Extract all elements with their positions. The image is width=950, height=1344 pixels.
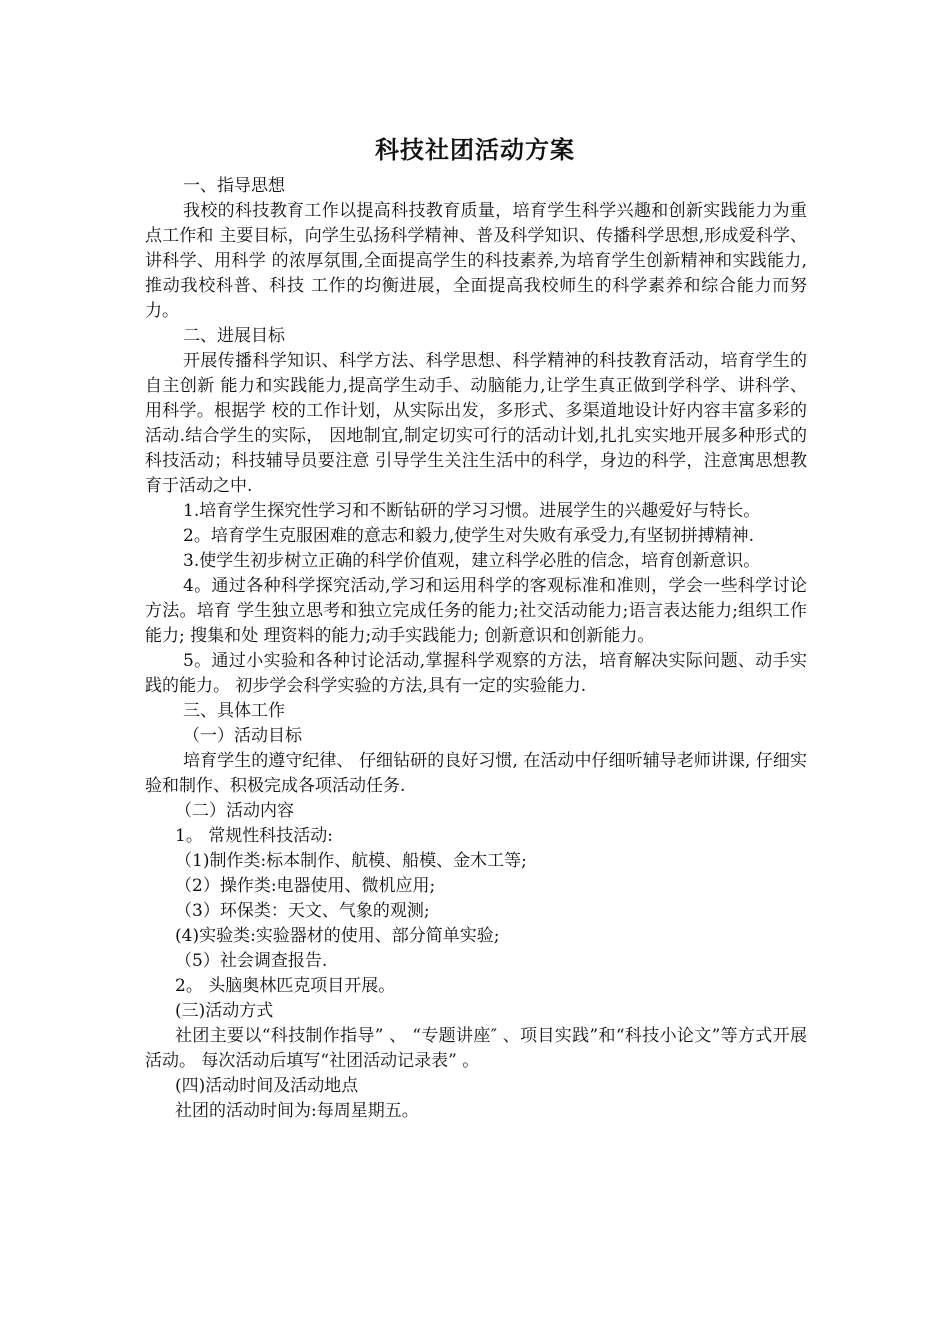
heading-guiding-ideology: 一、指导思想 <box>183 176 285 196</box>
content-subitem-4: (4)实验类:实验器材的使用、部分简单实验; <box>175 926 500 946</box>
document-body <box>145 174 807 1124</box>
paragraph-activity-methods: 社团主要以“科技制作指导” 、 “专题讲座″ 、项目实践”和“科技小论文”等方式开展活动。 每次活动后填写“社团活动记录表” 。 <box>145 1026 807 1071</box>
heading-development-goals: 二、进展目标 <box>183 326 285 346</box>
heading-specific-work: 三、具体工作 <box>183 701 285 721</box>
paragraph-activity-goals: 培育学生的遵守纪律、 仔细钻研的良好习惯, 在活动中仔细听辅导老师讲课, 仔细实验和制作、积极完成各项活动任务. <box>145 751 807 796</box>
goal-item-3: 3.使学生初步树立正确的科学价值观，建立科学必胜的信念，培育创新意识。 <box>183 551 761 571</box>
paragraph-time-and-place: 社团的活动时间为:每周星期五。 <box>175 1101 419 1121</box>
subheading-activity-content: （二）活动内容 <box>175 801 294 821</box>
content-subitem-5: （5）社会调查报告. <box>175 951 328 971</box>
content-item-1: 1。 常规性科技活动: <box>175 826 333 846</box>
content-subitem-3: （3）环保类：天文、气象的观测; <box>175 901 430 921</box>
paragraph-development-goals: 开展传播科学知识、科学方法、科学思想、科学精神的科技教育活动，培育学生的自主创新 能力和实践能力,提高学生动手、动脑能力,让学生真正做到学科学、讲科学、用科学。根据学 校的工作计划，从实际出发，多形式、多渠道地设计好内容丰富多彩的活动.结合学生的实际， 因地制宜,制定切实可行的活动计划,扎扎实实地开展多种形式的科技活动；科技辅导员要注意 引导学生关注生活中的科学，身边的科学，注意寓思想教育于活动之中. <box>145 351 807 496</box>
goal-item-4: 4。通过各种科学探究活动,学习和运用科学的客观标准和准则，学会一些科学讨论方法。培育 学生独立思考和独立完成任务的能力;社交活动能力;语言表达能力;组织工作能力; 搜集和处 理资料的能力;动手实践能力; 创新意识和创新能力。 <box>145 576 807 646</box>
goal-item-1: 1.培育学生探究性学习和不断钻研的学习习惯。进展学生的兴趣爱好与特长。 <box>183 501 761 521</box>
content-item-2: 2。 头脑奥林匹克项目开展。 <box>175 976 396 996</box>
document-title: 科技社团活动方案 <box>375 135 575 164</box>
subheading-activity-goals: （一）活动目标 <box>183 726 302 746</box>
content-subitem-2: （2）操作类:电器使用、微机应用; <box>175 876 436 896</box>
subheading-activity-methods: (三)活动方式 <box>175 1001 274 1021</box>
paragraph-guiding-ideology: 我校的科技教育工作以提高科技教育质量，培育学生科学兴趣和创新实践能力为重点工作和 主要目标，向学生弘扬科学精神、普及科学知识、传播科学思想,形成爱科学、讲科学、用科学 的浓厚氛围,全面提高学生的科技素养,为培育学生创新精神和实践能力,推动我校科普、科技 工作的均衡进展，全面提高我校师生的科学素养和综合能力而努力。 <box>145 201 807 321</box>
content-subitem-1: （1)制作类:标本制作、航模、船模、金木工等; <box>175 851 527 871</box>
goal-item-5: 5。通过小实验和各种讨论活动,掌握科学观察的方法，培育解决实际问题、动手实践的能力。 初步学会科学实验的方法,具有一定的实验能力. <box>145 651 807 696</box>
subheading-time-and-place: (四)活动时间及活动地点 <box>175 1076 359 1096</box>
goal-item-2: 2。培育学生克服困难的意志和毅力,使学生对失败有承受力,有坚韧拼搏精神. <box>183 526 755 546</box>
